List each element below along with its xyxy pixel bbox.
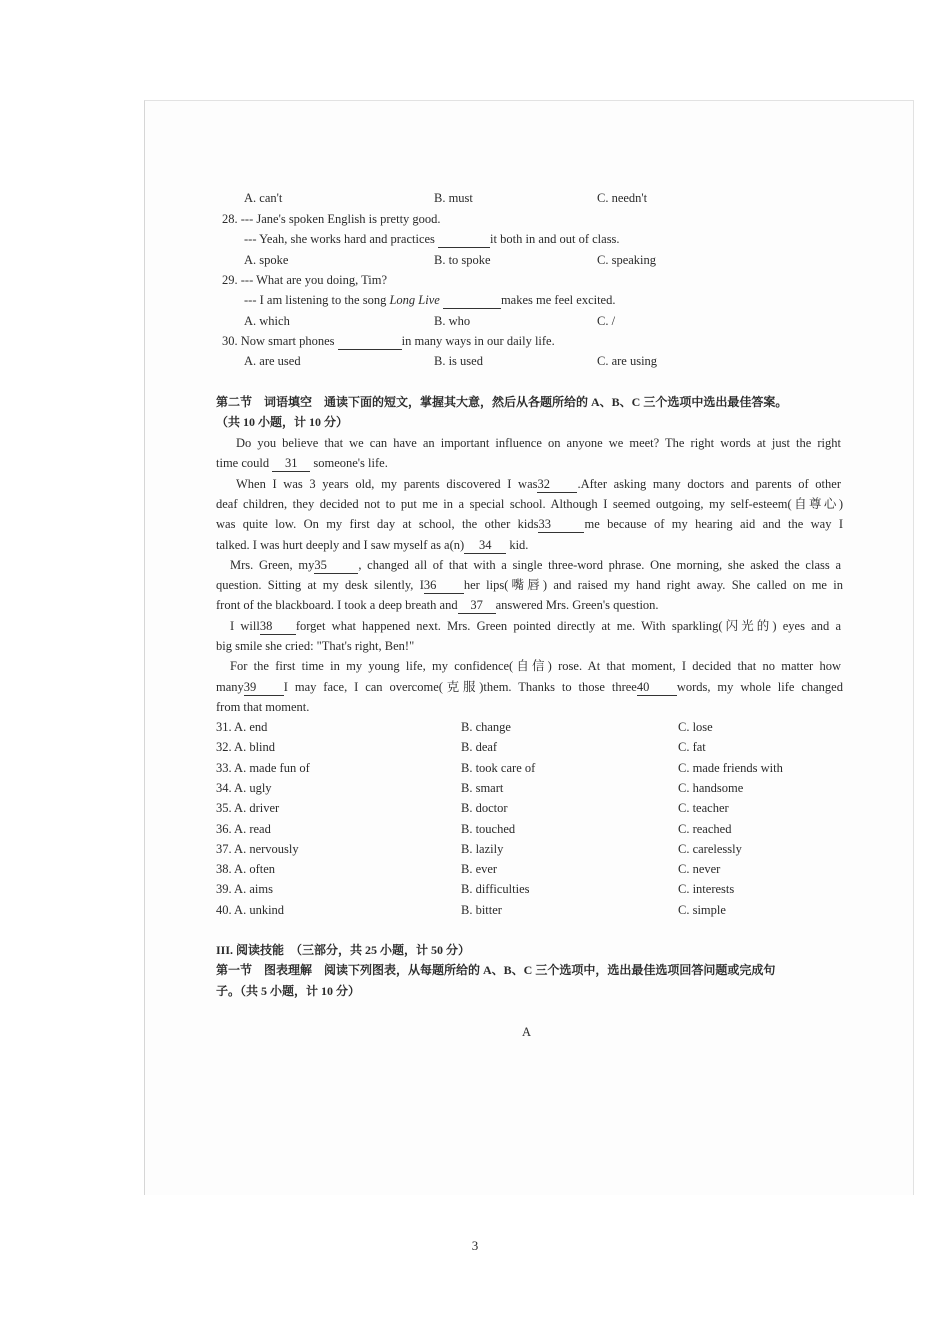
q29-option-c: C. / (597, 314, 616, 328)
blank-32: 32 (537, 476, 577, 493)
passage-line: When I was 3 years old, my parents discovered I was32 .After asking many doctors and parents of other (236, 477, 841, 491)
option-row-33: 33. A. made fun of (216, 761, 310, 775)
blank-38: 38 (260, 618, 296, 635)
q28-line2: --- Yeah, she works hard and practices it both in and out of class. (244, 232, 620, 246)
q30-option-c: C. are using (597, 354, 658, 368)
answer-blank (438, 231, 490, 248)
option-c: C. teacher (678, 801, 729, 815)
blank-33: 33 (538, 516, 584, 533)
passage-line: deaf children, they decided not to put me in a special school. Although I seemed outgoing, my self-esteem(自尊心) (216, 497, 843, 511)
option-b: B. difficulties (461, 882, 530, 896)
option-c: C. handsome (678, 781, 744, 795)
option-b: B. change (461, 720, 511, 734)
option-row-36: 36. A. read (216, 822, 271, 836)
option-c: C. lose (678, 720, 713, 734)
q28-option-c: C. speaking (597, 253, 657, 267)
q30-option-b: B. is used (434, 354, 483, 368)
passage-line: question. Sitting at my desk silently, I36 her lips(嘴唇) and raised my hand right away. She called on me in (216, 578, 844, 592)
q29-line2: --- I am listening to the song Long Live makes me feel excited. (244, 293, 616, 307)
option-c: C. reached (678, 822, 732, 836)
option-b: B. lazily (461, 842, 504, 856)
option-row-32: 32. A. blind (216, 740, 276, 754)
answer-blank (338, 333, 402, 350)
option-c: C. made friends with (678, 761, 783, 775)
blank-39: 39 (244, 679, 284, 696)
option-b: B. doctor (461, 801, 508, 815)
blank-35: 35 (314, 557, 358, 574)
q29-option-b: B. who (434, 314, 471, 328)
passage-line: For the first time in my young life, my confidence(自信) rose. At that moment, I decided that no matter how (230, 659, 841, 673)
section3-subheading-cont: 子。（共 5 小题，计 10 分） (216, 984, 361, 998)
section2-heading: 第二节 词语填空 通读下面的短文，掌握其大意，然后从各题所给的 A、B、C 三个选项中选出最佳答案。 (216, 395, 788, 409)
option-b: B. bitter (461, 903, 502, 917)
option-c: C. never (678, 862, 721, 876)
passage-line: front of the blackboard. I took a deep breath and 37 answered Mrs. Green's question. (216, 598, 659, 612)
section3-heading: III. 阅读技能 （三部分，共 25 小题，计 50 分） (216, 943, 471, 957)
option-b: B. touched (461, 822, 516, 836)
option-row-35: 35. A. driver (216, 801, 280, 815)
passage-letter: A (522, 1025, 532, 1039)
option-c: C. interests (678, 882, 735, 896)
blank-34: 34 (464, 537, 506, 554)
option-b: B. deaf (461, 740, 498, 754)
option-c: C. fat (678, 740, 706, 754)
option-row-37: 37. A. nervously (216, 842, 299, 856)
option-row-40: 40. A. unkind (216, 903, 285, 917)
blank-31: 31 (272, 455, 310, 472)
blank-40: 40 (637, 679, 677, 696)
passage-line: Do you believe that we can have an important influence on anyone we meet? The right words at just the right (236, 436, 841, 450)
option-row-39: 39. A. aims (216, 882, 273, 896)
q29-line1: 29. --- What are you doing, Tim? (222, 273, 388, 287)
blank-36: 36 (424, 577, 464, 594)
q30-option-a: A. are used (244, 354, 301, 368)
q27-option-b: B. must (434, 191, 473, 205)
q28-line1: 28. --- Jane's spoken English is pretty good. (222, 212, 441, 226)
option-c: C. carelessly (678, 842, 742, 856)
option-b: B. smart (461, 781, 504, 795)
q28-option-b: B. to spoke (434, 253, 491, 267)
passage-line: big smile she cried: "That's right, Ben!" (216, 639, 415, 653)
passage-line: time could 31 someone's life. (216, 456, 388, 470)
option-b: B. ever (461, 862, 498, 876)
option-row-34: 34. A. ugly (216, 781, 272, 795)
q29-option-a: A. which (244, 314, 290, 328)
option-c: C. simple (678, 903, 726, 917)
passage-line: from that moment. (216, 700, 310, 714)
song-title: Long Live (389, 293, 440, 307)
passage-line: Mrs. Green, my35 , changed all of that with a single three-word phrase. One morning, she asked the class a (230, 558, 841, 572)
option-b: B. took care of (461, 761, 536, 775)
passage-line: I will38 forget what happened next. Mrs. Green pointed directly at me. With sparkling(闪光的) eyes and a (230, 619, 841, 633)
section3-subheading: 第一节 图表理解 阅读下列图表，从每题所给的 A、B、C 三个选项中，选出最佳选项回答问题或完成句 (216, 963, 776, 977)
passage-line: talked. I was hurt deeply and I saw myself as a(n) 34 kid. (216, 538, 529, 552)
q30-line: 30. Now smart phones in many ways in our daily life. (222, 334, 555, 348)
answer-blank (443, 292, 501, 309)
passage-line: was quite low. On my first day at school, the other kids33 me because of my hearing aid and the way I (216, 517, 843, 531)
page-number: 3 (471, 1238, 479, 1253)
passage-line: many39 I may face, I can overcome(克服)them. Thanks to those three40 words, my whole life changed (216, 680, 843, 694)
option-row-31: 31. A. end (216, 720, 268, 734)
q27-option-c: C. needn't (597, 191, 648, 205)
q28-option-a: A. spoke (244, 253, 289, 267)
blank-37: 37 (458, 597, 496, 614)
q27-option-a: A. can't (244, 191, 283, 205)
section2-heading-cont: （共 10 小题，计 10 分） (216, 415, 349, 429)
option-row-38: 38. A. often (216, 862, 276, 876)
